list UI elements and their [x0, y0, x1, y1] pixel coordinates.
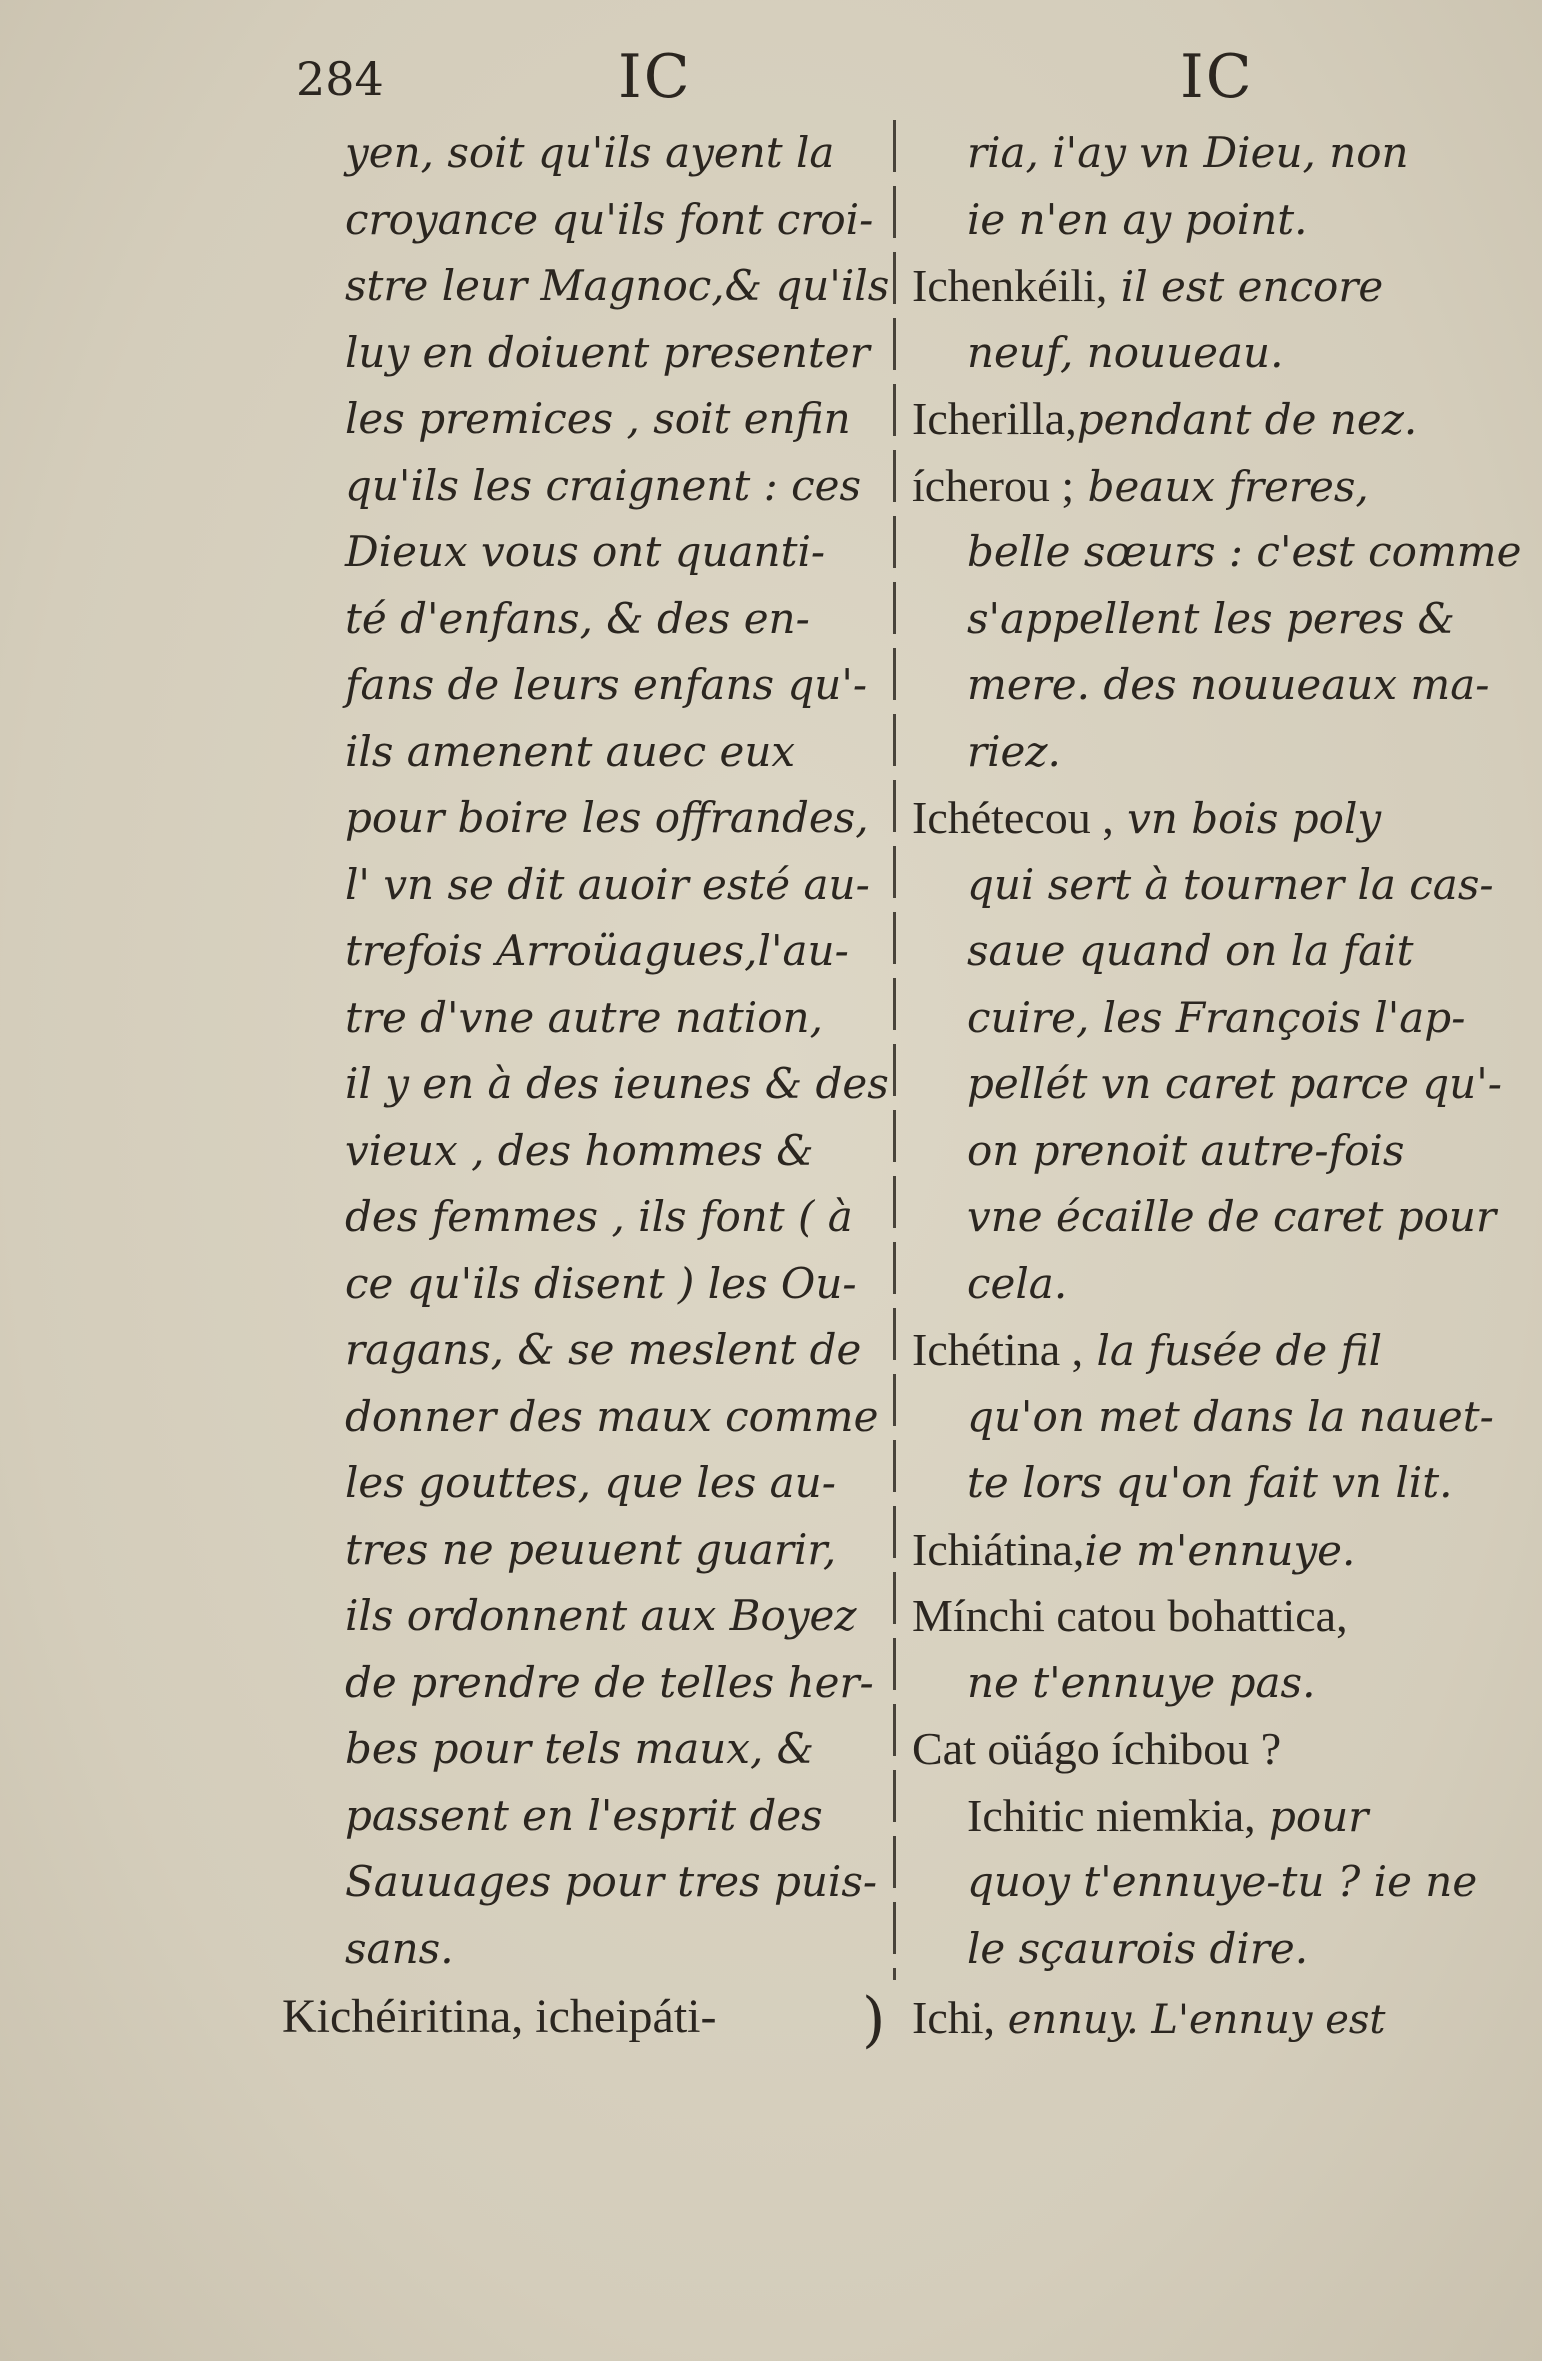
entry-translation: pendant de nez. — [1076, 395, 1418, 444]
left-text-line: sans. — [345, 1923, 454, 1973]
left-text-line: Sauuages pour tres puis- — [345, 1857, 878, 1906]
left-text-line: tres ne peuuent guarir, — [345, 1524, 837, 1574]
right-continuation-line: quoy t'ennuye-tu ? ie ne — [967, 1857, 1478, 1906]
left-text-line: bes pour tels maux, & — [345, 1724, 815, 1773]
left-text-line: pour boire les offrandes, — [345, 793, 869, 842]
right-continuation-line: cela. — [967, 1258, 1068, 1308]
left-text-line: passent en l'esprit des — [345, 1790, 823, 1840]
left-text-line: ils amenent auec eux — [345, 726, 796, 776]
dictionary-entry-line — [912, 1716, 1512, 1783]
entry-headword: Ichitic niemkia, — [967, 1789, 1256, 1841]
left-text-line: fans de leurs enfans qu'- — [345, 660, 868, 709]
right-continuation-line: ne t'ennuye pas. — [967, 1657, 1316, 1707]
column-divider-rule — [893, 120, 896, 1980]
left-text-line: tre d'vne autre nation, — [345, 992, 823, 1042]
right-continuation-line: saue quand on la fait — [967, 926, 1414, 975]
left-text-line: luy en doiuent presenter — [345, 327, 870, 377]
right-continuation-line: ria, i'ay vn Dieu, non — [967, 128, 1409, 177]
left-text-line: de prendre de telles her- — [345, 1657, 874, 1707]
left-text-line: té d'enfans, & des en- — [345, 593, 810, 643]
entry-headword: Ichétina , — [912, 1324, 1084, 1375]
right-text-column — [912, 120, 1522, 1982]
left-text-line: croyance qu'ils font croi- — [345, 194, 874, 244]
right-continuation-line: neuf, nouueau. — [967, 327, 1284, 377]
entry-translation: beaux freres, — [1074, 461, 1369, 511]
dictionary-entry-line — [912, 1583, 1512, 1650]
left-text-line: donner des maux comme — [345, 1391, 879, 1441]
entry-translation: il est encore — [1107, 262, 1384, 311]
right-continuation-line: qui sert à tourner la cas- — [967, 859, 1494, 909]
dictionary-entry-line — [912, 453, 1512, 520]
entry-translation: pour — [1255, 1791, 1369, 1841]
right-continuation-line: pellét vn caret parce qu'- — [967, 1059, 1502, 1108]
left-text-line: ils ordonnent aux Boyez — [345, 1591, 857, 1640]
left-text-line: l' vn se dit auoir esté au- — [345, 859, 870, 909]
right-continuation-line: belle sœurs : c'est comme — [967, 527, 1522, 576]
right-continuation-line: cuire, les François l'ap- — [967, 992, 1466, 1042]
left-text-line: trefois Arroüagues,l'au- — [345, 926, 849, 975]
page-header — [0, 42, 1542, 112]
entry-headword: Icherilla, — [912, 393, 1077, 444]
left-text-line: les premices , soit enfin — [345, 394, 851, 443]
right-continuation-line: vne écaille de caret pour — [967, 1192, 1497, 1241]
bottom-entry-left: Kichéiritina, icheipáti- — [282, 1990, 717, 2043]
running-head-left: IC — [618, 42, 692, 112]
dictionary-entry-line — [912, 1783, 1512, 1850]
left-text-line: Dieux vous ont quanti- — [345, 527, 826, 576]
left-text-line: qu'ils les craignent : ces — [345, 460, 862, 510]
left-text-line: les gouttes, que les au- — [345, 1458, 836, 1507]
entry-translation: la fusée de fil — [1083, 1326, 1383, 1375]
entry-headword: Ichenkéili, — [912, 260, 1108, 311]
right-continuation-line: mere. des nouueaux ma- — [967, 660, 1490, 709]
left-text-line: il y en à des ieunes & des — [345, 1059, 889, 1108]
entry-headword: Ichétecou , — [912, 792, 1114, 843]
left-text-line: yen, soit qu'ils ayent la — [345, 128, 835, 177]
dictionary-entry-line — [912, 1517, 1512, 1584]
left-text-line: ce qu'ils disent ) les Ou- — [345, 1258, 857, 1308]
dictionary-entry-line — [912, 1317, 1512, 1384]
closing-parenthesis: ) — [862, 1985, 886, 2055]
right-continuation-line: qu'on met dans la nauet- — [967, 1391, 1494, 1441]
entry-headword: Cat oüágo íchibou ? — [912, 1723, 1282, 1774]
left-text-column — [345, 120, 890, 1982]
left-text-line: des femmes , ils font ( à — [345, 1192, 853, 1241]
right-continuation-line: te lors qu'on fait vn lit. — [967, 1458, 1453, 1507]
entry-headword: ícherou ; — [912, 459, 1075, 511]
dictionary-entry-line — [912, 386, 1512, 453]
bottom-entry-headword: Ichi, — [912, 1992, 996, 2043]
left-text-line: stre leur Magnoc,& qu'ils — [345, 261, 890, 310]
bottom-entry-translation: ennuy. L'ennuy est — [995, 1997, 1386, 2043]
running-head-right: IC — [1180, 42, 1254, 112]
right-continuation-line: ie n'en ay point. — [967, 194, 1308, 244]
bottom-entry-right — [912, 1984, 1386, 2050]
entry-headword: Mínchi catou bohattica, — [912, 1590, 1348, 1641]
right-continuation-line: riez. — [967, 726, 1061, 776]
dictionary-entry-line — [912, 253, 1512, 320]
right-continuation-line: on prenoit autre-fois — [967, 1125, 1405, 1175]
left-text-line: ragans, & se meslent de — [345, 1325, 862, 1374]
dictionary-entry-line — [912, 785, 1512, 852]
right-continuation-line: le sçaurois dire. — [967, 1923, 1309, 1973]
entry-translation: vn bois poly — [1113, 794, 1382, 843]
left-text-line: vieux , des hommes & — [345, 1125, 814, 1175]
entry-translation: ie m'ennuye. — [1084, 1525, 1356, 1575]
right-continuation-line: s'appellent les peres & — [967, 593, 1455, 643]
page-number: 284 — [296, 52, 384, 106]
entry-headword: Ichiátina, — [912, 1523, 1085, 1575]
